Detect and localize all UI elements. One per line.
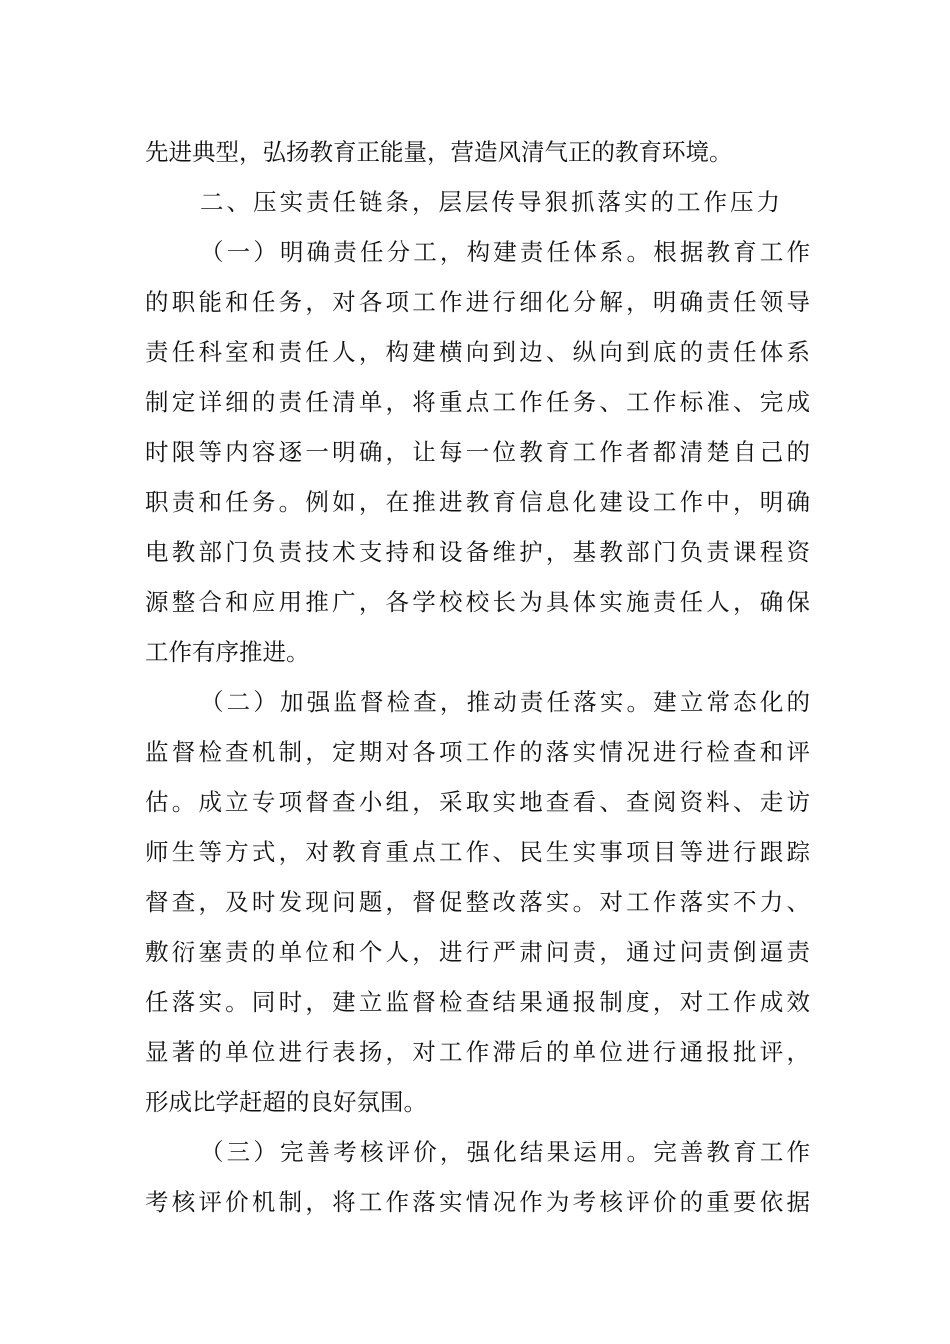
paragraph-line: 估。成立专项督查小组，采取实地查看、查阅资料、走访 [145, 788, 810, 816]
paragraph-line: 源整合和应用推广，各学校校长为具体实施责任人，确保 [145, 588, 810, 616]
paragraph-line: 考核评价机制，将工作落实情况作为考核评价的重要依据 [145, 1188, 810, 1216]
paragraph-line: （一）明确责任分工，构建责任体系。根据教育工作 [200, 238, 810, 266]
paragraph-line: 的职能和任务，对各项工作进行细化分解，明确责任领导 [145, 288, 810, 316]
paragraph-line: 工作有序推进。 [145, 638, 310, 666]
paragraph-line: 监督检查机制，定期对各项工作的落实情况进行检查和评 [145, 738, 810, 766]
paragraph-line: 先进典型，弘扬教育正能量，营造风清气正的教育环境。 [145, 138, 733, 166]
paragraph-line: 显著的单位进行表扬，对工作滞后的单位进行通报批评， [145, 1038, 810, 1066]
paragraph-line: 师生等方式，对教育重点工作、民生实事项目等进行跟踪 [145, 838, 810, 866]
paragraph-line: 任落实。同时，建立监督检查结果通报制度，对工作成效 [145, 988, 810, 1016]
paragraph-line: 电教部门负责技术支持和设备维护，基教部门负责课程资 [145, 538, 810, 566]
paragraph-line: 职责和任务。例如，在推进教育信息化建设工作中，明确 [145, 488, 810, 516]
paragraph-line: （三）完善考核评价，强化结果运用。完善教育工作 [200, 1138, 810, 1166]
paragraph-line: 制定详细的责任清单，将重点工作任务、工作标准、完成 [145, 388, 810, 416]
paragraph-line: （二）加强监督检查，推动责任落实。建立常态化的 [200, 688, 810, 716]
paragraph-line: 责任科室和责任人，构建横向到边、纵向到底的责任体系 [145, 338, 810, 366]
paragraph-line: 敷衍塞责的单位和个人，进行严肃问责，通过问责倒逼责 [145, 938, 810, 966]
section-heading: 二、压实责任链条，层层传导狠抓落实的工作压力 [200, 188, 780, 216]
paragraph-line: 时限等内容逐一明确，让每一位教育工作者都清楚自己的 [145, 438, 810, 466]
paragraph-line: 形成比学赶超的良好氛围。 [145, 1088, 427, 1116]
paragraph-line: 督查，及时发现问题，督促整改落实。对工作落实不力、 [145, 888, 810, 916]
